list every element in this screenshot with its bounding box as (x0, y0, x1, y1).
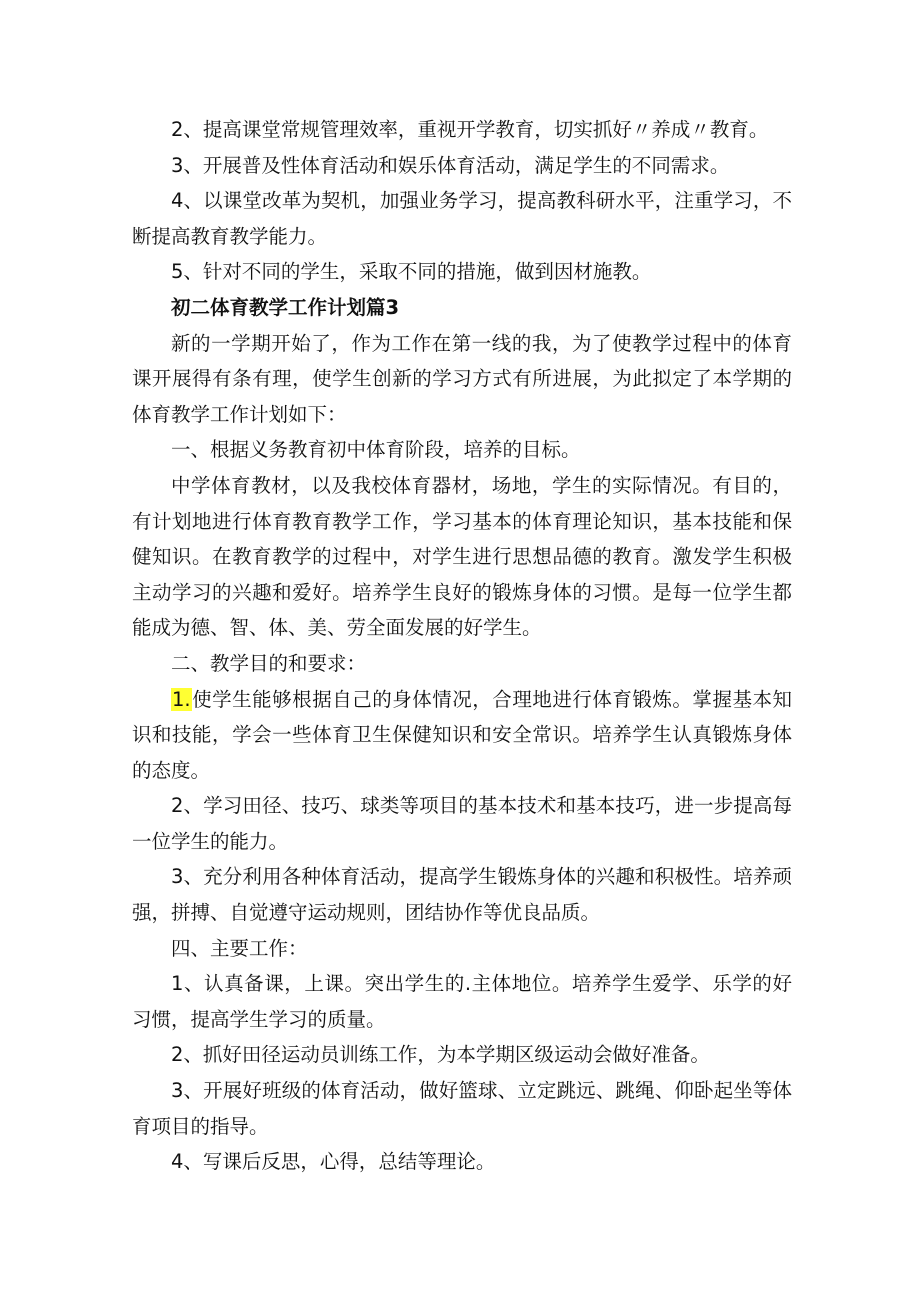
paragraph-item-3: 3、开展普及性体育活动和娱乐体育活动，满足学生的不同需求。 (171, 153, 730, 177)
section-one-title: 一、根据义务教育初中体育阶段，培养的目标。 (171, 438, 581, 462)
intro-paragraph: 新的一学期开始了，作为工作在第一线的我，为了使教学过程中的体育课开展得有条有理，使学生创新的学习方式有所进展，为此拟定了本学期的体育教学工作计划如下： (132, 331, 792, 426)
work-item-1: 1、认真备课，上课。突出学生的.主体地位。培养学生爱学、乐学的好习惯，提高学生学习的质量。 (132, 972, 792, 1031)
work-item-4: 4、写课后反思，心得，总结等理论。 (171, 1150, 496, 1174)
section-heading: 初二体育教学工作计划篇3 (171, 295, 400, 319)
section-one-body: 中学体育教材，以及我校体育器材，场地，学生的实际情况。有目的，有计划地进行体育教育教学工作，学习基本的体育理论知识，基本技能和保健知识。在教育教学的过程中，对学生进行思想品德的教育。激发学生积极主动学习的兴趣和爱好。培养学生良好的锻炼身体的习惯。是每一位学生都能成为德、智、体、美、劳全面发展的好学生。 (132, 473, 792, 640)
work-item-2: 2、抓好田径运动员训练工作，为本学期区级运动会做好准备。 (171, 1043, 710, 1067)
goal-item-1-text: 使学生能够根据自己的身体情况，合理地进行体育锻炼。掌握基本知识和技能，学会一些体育卫生保健知识和安全常识。培养学生认真锻炼身体的态度。 (132, 687, 792, 782)
paragraph-item-2: 2、提高课堂常规管理效率，重视开学教育，切实抓好〃养成〃教育。 (171, 118, 769, 141)
work-item-3: 3、开展好班级的体育活动，做好篮球、立定跳远、跳绳、仰卧起坐等体育项目的指导。 (132, 1079, 792, 1138)
section-four-title: 四、主要工作： (171, 936, 308, 960)
document-body (132, 112, 792, 1180)
section-two-title: 二、教学目的和要求： (171, 651, 367, 675)
paragraph-item-4: 4、以课堂改革为契机，加强业务学习，提高教科研水平，注重学习，不断提高教育教学能力。 (132, 189, 792, 248)
goal-item-2: 2、学习田径、技巧、球类等项目的基本技术和基本技巧，进一步提高每一位学生的能力。 (132, 794, 792, 853)
highlighted-list-number: 1. (172, 687, 191, 711)
goal-item-1 (132, 682, 792, 789)
paragraph-item-5: 5、针对不同的学生，采取不同的措施，做到因材施教。 (171, 260, 652, 284)
goal-item-3: 3、充分利用各种体育活动，提高学生锻炼身体的兴趣和积极性。培养顽强，拼搏、自觉遵守运动规则，团结协作等优良品质。 (132, 865, 792, 925)
